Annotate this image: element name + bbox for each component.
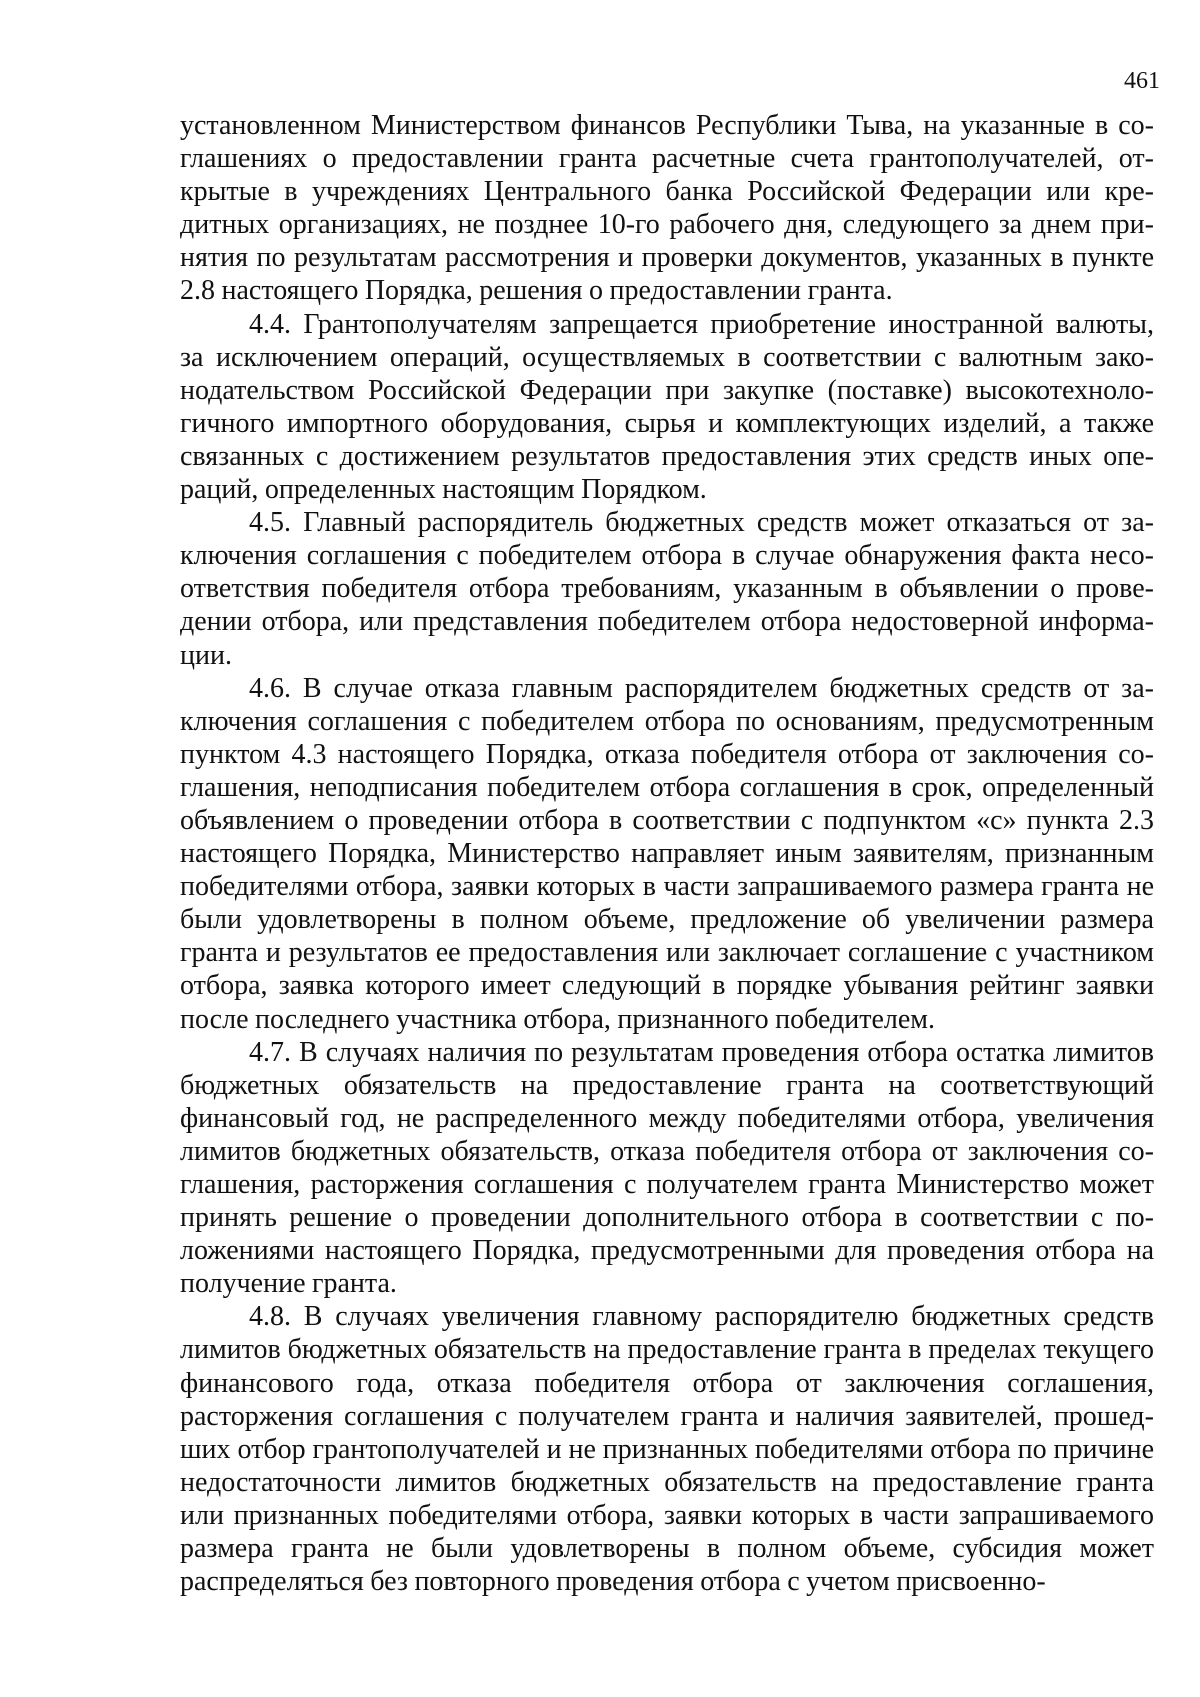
paragraph-continuation: установленном Министерством финансов Республики Тыва, на указанные в соглашениях о предоставлении гранта расчетные счета грантополучателей, открытые в учреждениях Центрального банка Российской Федерации или кредитных организациях, не позднее 10-го рабочего дня, следующего за днем принятия по результатам рассмотрения и проверки документов, указанных в пункте 2.8 настоящего Порядка, решения о предоставлении гранта. <box>180 110 1154 307</box>
page-number: 461 <box>1124 68 1160 94</box>
document-body <box>180 109 1154 1598</box>
paragraph-4-7: 4.7. В случаях наличия по результатам проведения отбора остатка лимитов бюджетных обязательств на предоставление гранта на соответствующий финансовый год, не распределенного между победителями отбора, увеличения лимитов бюджетных обязательств, отказа победителя отбора от заключения соглашения, расторжения соглашения с получателем гранта Министерство может принять решение о проведении дополнительного отбора в соответствии с положениями настоящего Порядка, предусмотренными для проведения отбора на получение гранта. <box>180 1036 1154 1300</box>
paragraph-4-5: 4.5. Главный распорядитель бюджетных средств может отказаться от заключения соглашения с победителем отбора в случае обнаружения факта несоответствия победителя отбора требованиям, указанным в объявлении о проведении отбора, или представления победителем отбора недостоверной информации. <box>180 507 1154 671</box>
paragraph-4-6: 4.6. В случае отказа главным распорядителем бюджетных средств от заключения соглашения с победителем отбора по основаниям, предусмотренным пунктом 4.3 настоящего Порядка, отказа победителя отбора от заключения соглашения, неподписания победителем отбора соглашения в срок, определенный объявлением о проведении отбора в соответствии с подпунктом «с» пункта 2.3 настоящего Порядка, Министерство направляет иным заявителям, признанным победителями отбора, заявки которых в части запрашиваемого размера гранта не были удовлетворены в полном объеме, предложение об увеличении размера гранта и результатов ее предоставления или заключает соглашение с участником отбора, заявка которого имеет следующий в порядке убывания рейтинг заявки после последнего участника отбора, признанного победителем. <box>180 672 1154 1035</box>
paragraph-4-4: 4.4. Грантополучателям запрещается приобретение иностранной валюты, за исключением операций, осуществляемых в соответствии с валютным законодательством Российской Федерации при закупке (поставке) высокотехнологичного импортного оборудования, сырья и комплектующих изделий, а также связанных с достижением результатов предоставления этих средств иных операций, определенных настоящим Порядком. <box>180 308 1154 506</box>
paragraph-4-8: 4.8. В случаях увеличения главному распорядителю бюджетных средств лимитов бюджетных обязательств на предоставление гранта в пределах текущего финансового года, отказа победителя отбора от заключения соглашения, расторжения соглашения с получателем гранта и наличия заявителей, прошедших отбор грантополучателей и не признанных победителями отбора по причине недостаточности лимитов бюджетных обязательств на предоставление гранта или признанных победителями отбора, заявки которых в части запрашиваемого размера гранта не были удовлетворены в полном объеме, субсидия может распределяться без повторного проведения отбора с учетом присвоенно- <box>180 1301 1154 1598</box>
